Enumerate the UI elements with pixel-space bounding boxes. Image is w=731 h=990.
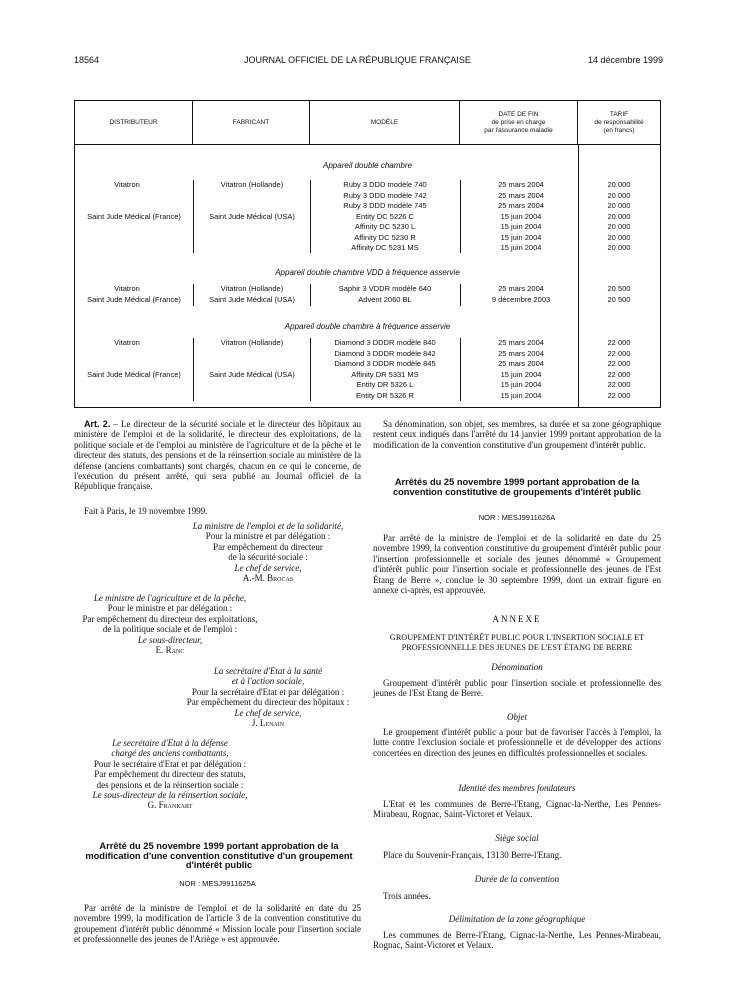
table-cell-tarif: 20 000 [607,243,631,252]
table-cell-date: 15 juin 2004 [500,222,542,231]
table-cell-distributeur: Saint Jude Médical (France) [87,211,181,221]
col-header-modele: MODÈLE [310,101,460,144]
group-title: Appareil double chambre [323,161,412,170]
delegation-line: de la sécurité sociale : [228,552,308,563]
delegation-line: Pour le ministre et par délégation : [107,603,233,614]
signatory-title: La secrétaire d'Etat à la santé [213,666,323,676]
column-rule [310,284,311,306]
table-cell-modele: Ruby 3 DDD modèle 742 [343,190,427,200]
arrete-title: Arrêté du 25 novembre 1999 portant approbation de la modification d'une convention constitutive d'un groupement d'intérêt public [85,841,353,870]
column-rule [460,338,461,401]
tariff-table [74,100,661,408]
table-cell-distributeur: Vitatron [114,180,140,189]
table-cell-modele: Ruby 3 DDD modèle 740 [343,180,427,189]
column-rule [193,284,194,306]
table-cell-distributeur: Vitatron [114,284,140,293]
table-cell-tarif: 20 500 [607,295,631,304]
table-cell-fabricant: Vitatron (Hollande) [220,338,284,347]
section-text: Groupement d'intérêt public pour l'insertion sociale et professionnelle des jeunes de l'Est Etang de Berre. [373,678,661,699]
section-heading: Délimitation de la zone géographique [448,914,586,924]
col-header-distributeur: DISTRIBUTEUR [75,101,193,144]
table-cell-tarif: 20 000 [607,232,631,242]
continuation-paragraph: Sa dénomination, son objet, ses membres, sa durée et sa zone géographique restent ceux indiqués dans l'arrêté du 14 janvier 1999 portant approbation de la modification de la convention constitutive d'un groupement d'intérêt public. [373,419,661,450]
section-text: Trois années. [383,891,431,901]
signature-block-sante [172,666,364,728]
journal-title: JOURNAL OFFICIEL DE LA RÉPUBLIQUE FRANÇAISE [244,55,471,65]
table-cell-fabricant: Saint Jude Médical (USA) [209,295,295,304]
table-cell-tarif: 20 000 [607,190,631,200]
table-cell-date: 15 juin 2004 [500,243,542,252]
delegation-line: Pour le secrétaire d'Etat et par délégation : [93,758,247,769]
table-cell-distributeur: Saint Jude Médical (France) [87,295,181,304]
group-title: Appareil double chambre à fréquence asservie [284,322,451,331]
table-cell-tarif: 20 000 [607,222,631,231]
table-cell-tarif: 22 000 [607,359,631,368]
delegation-line: Pour la ministre et par délégation : [205,531,331,542]
section-heading: Dénomination [491,662,543,672]
table-cell-modele: Saphir 3 VDDR modèle 640 [338,284,432,293]
table-cell-tarif: 20 500 [607,284,631,293]
nor-reference: NOR : MESJ9911625A [179,879,256,888]
issue-date: 14 décembre 1999 [588,55,664,65]
table-cell-tarif: 20 000 [607,201,631,210]
signatory-role: Le sous-directeur, [137,634,203,645]
arretes-title: Arrêtés du 25 novembre 1999 portant approbation de la convention constitutive de groupements d'intérêt public [392,477,642,497]
article-2 [74,419,361,492]
table-cell-distributeur: Vitatron [114,338,140,347]
signing-place-date: Fait à Paris, le 19 novembre 1999. [84,506,208,516]
table-cell-tarif: 22 000 [607,380,631,389]
table-cell-modele: Diamond 3 DDDR modèle 842 [334,348,436,358]
table-cell-date: 15 juin 2004 [500,232,542,242]
annex-heading: ANNEXE [492,614,542,624]
table-cell-modele: Entity DR 5326 R [356,390,414,400]
table-cell-tarif: 22 000 [607,369,631,379]
delegation-line: des pensions et de la réinsertion sociale : [96,779,244,790]
signatory-title: Le ministre de l'agriculture et de la pêche, [93,593,247,603]
col-header-tarif: TARIF de responsabilité (en francs) [594,110,644,134]
delegation-line: Par empêchement du directeur des exploitations, [82,613,258,624]
signatory-title: Le secrétaire d'Etat à la défense [112,738,228,748]
table-cell-modele: Advent 2060 BL [358,295,412,304]
table-cell-date: 25 mars 2004 [498,201,544,210]
table-cell-fabricant: Saint Jude Médical (USA) [209,369,295,379]
nor-reference: NOR : MESJ9911626A [478,513,556,522]
signatory-role: Le chef de service, [234,562,302,573]
table-cell-tarif: 22 000 [607,348,631,358]
signatory-name: J. Lenain [251,718,285,729]
signatory-name: E. Ranc [155,645,185,656]
table-cell-fabricant: Saint Jude Médical (USA) [209,211,295,221]
signature-block-emploi [172,521,364,583]
table-cell-tarif: 20 000 [607,180,631,189]
table-cell-date: 25 mars 2004 [498,338,544,347]
table-cell-modele: Diamond 3 DDDR modèle 840 [334,338,436,347]
delegation-line: de la politique sociale et de l'emploi : [102,624,238,635]
signatory-role: Le chef de service, [234,707,302,718]
signature-block-defense [74,738,266,811]
arrete-body: Par arrêté de la ministre de l'emploi et de la solidarité en date du 25 novembre 1999, la modification de l'article 3 de la convention constitutive du groupement d'intérêt public dénommé « Mission locale pour l'insertion sociale et professionnelle des jeunes de l'Ariège » est approuvée. [74,903,361,945]
table-cell-tarif: 22 000 [607,390,631,400]
table-cell-date: 25 mars 2004 [498,284,544,293]
column-rule [310,180,311,253]
table-cell-date: 15 juin 2004 [500,211,542,221]
section-text: L'Etat et les communes de Berre-l'Etang, Cignac-la-Nerthe, Les Pennes-Mirabeau, Rognac, Saint-Victoret et Velaux. [373,799,661,820]
table-cell-date: 25 mars 2004 [498,190,544,200]
table-cell-modele: Affinity DC 5230 L [354,222,416,231]
section-text: Place du Souvenir-Français, 13130 Berre-l'Etang. [383,850,562,860]
table-cell-modele: Affinity DR 5331 MS [351,369,419,379]
table-cell-date: 25 mars 2004 [498,180,544,189]
table-cell-date: 15 juin 2004 [500,369,542,379]
gip-title: GROUPEMENT D'INTÉRÊT PUBLIC POUR L'INSERTION SOCIALE ET PROFESSIONNELLE DES JEUNES DE L'EST ÉTANG DE BERRE [389,633,645,652]
column-rule [193,338,194,401]
delegation-line: Par empêchement du directeur des statuts, [94,769,246,780]
signatory-title: chargé des anciens combattants, [111,748,229,759]
table-cell-modele: Ruby 3 DDD modèle 745 [343,201,427,210]
signature-block-agriculture [74,593,266,655]
article-2-text: – Le directeur de la sécurité sociale et le directeur des hôpitaux au ministère de l'emploi et de la solidarité, le directeur des exploitations, de la politique sociale et de l'emploi au ministère de l'agriculture et de la pêche et le directeur des statuts, des pensions et de la réinsertion sociale au ministère de la défense (anciens combattants) sont chargés, chacun en ce qui le concerne, de l'exécution du présent arrêté, qui sera publié au Journal officiel de la République française. [74,419,362,492]
table-cell-modele: Affinity DC 5231 MS [351,243,419,252]
article-2-label: Art. 2. [84,419,111,429]
section-text: Les communes de Berre-l'Etang, Cignac-la-Nerthe, Les Pennes-Mirabeau, Rognac, Saint-Victoret et Velaux. [373,930,661,951]
signatory-role: Le sous-directeur de la réinsertion sociale, [92,790,248,801]
column-rule [460,180,461,253]
section-heading: Identité des membres fondateurs [458,783,576,793]
table-cell-date: 25 mars 2004 [498,348,544,358]
table-cell-tarif: 22 000 [607,338,631,347]
section-heading: Siège social [495,833,539,843]
section-heading: Durée de la convention [474,874,560,884]
delegation-line: Par empêchement du directeur [213,541,323,552]
table-cell-modele: Diamond 3 DDDR modèle 845 [334,359,436,368]
table-cell-modele: Entity DC 5226 C [356,211,414,221]
signatory-title: La ministre de l'emploi et de la solidarité, [192,521,344,531]
arretes-body: Par arrêté de la ministre de l'emploi et de la solidarité en date du 25 novembre 1999, la convention constitutive du groupement d'intérêt public pour l'insertion professionnelle et sociale des jeunes dénommé « Groupement d'intérêt public pour l'insertion sociale et professionnelle des jeunes de l'Est Étang de Berre », conclue le 30 septembre 1999, dont un extrait figure en annexe ci-après, est approuvée. [373,533,661,596]
table-cell-fabricant: Vitatron (Hollande) [220,180,284,189]
column-rule [193,180,194,253]
delegation-line: Par empêchement du directeur des hôpitaux : [186,697,350,708]
group-title: Appareil double chambre VDD à fréquence asservie [275,268,460,277]
table-cell-date: 9 décembre 2003 [491,295,551,304]
signatory-name: A.-M. Brocas [242,573,294,584]
table-cell-fabricant: Vitatron (Hollande) [220,284,284,293]
signatory-name: G. Frankart [147,800,193,811]
table-cell-date: 15 juin 2004 [500,390,542,400]
table-cell-date: 25 mars 2004 [498,359,544,368]
table-cell-tarif: 20 000 [607,211,631,221]
column-rule [310,338,311,401]
signatory-title: et à l'action sociale, [231,676,305,687]
section-heading: Objet [507,712,527,722]
section-text: Le groupement d'intérêt public a pour but de favoriser l'accès à l'emploi, la lutte contre l'exclusion sociale et professionnelle et de développer des actions concertées en direction des jeunes en difficultés professionnelles et sociales. [373,727,661,758]
table-cell-distributeur: Saint Jude Médical (France) [87,369,181,379]
page-number: 18564 [74,55,100,65]
table-cell-modele: Affinity DC 5230 R [354,232,416,242]
table-cell-modele: Entity DR 5326 L [356,380,414,389]
delegation-line: Pour la secrétaire d'Etat et par délégation : [191,686,345,697]
col-header-date-fin: DATE DE FIN de prise en charge par l'assurance maladie [460,101,578,144]
table-header [75,101,660,145]
table-cell-date: 15 juin 2004 [500,380,542,389]
col-header-fabricant: FABRICANT [193,101,310,144]
column-rule [460,284,461,306]
